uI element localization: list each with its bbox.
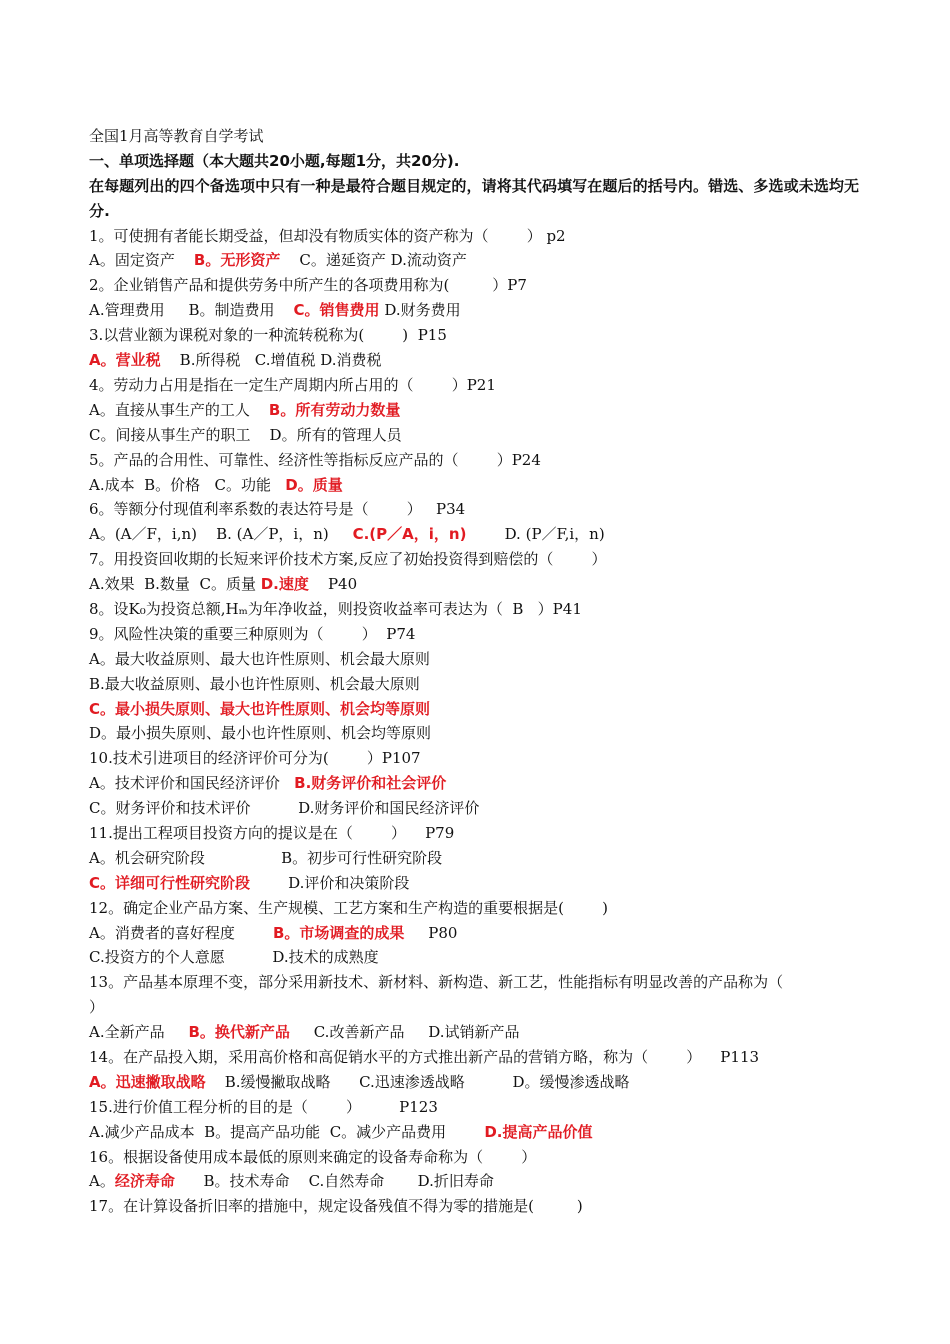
question-line bbox=[89, 1020, 864, 1045]
question-line bbox=[89, 771, 864, 796]
question-line bbox=[89, 622, 864, 647]
question-list bbox=[89, 224, 864, 1220]
line-text: 12。确定企业产品方案、生产规模、工艺方案和生产构造的重要根据是( ) bbox=[89, 898, 608, 917]
line-text: A。直接从事生产的工人 bbox=[89, 400, 269, 419]
line-text: A。 bbox=[89, 1172, 115, 1191]
line-text: 1。可使拥有者能长期受益，但却没有物质实体的资产称为（ ） p2 bbox=[89, 226, 566, 245]
correct-answer: B。换代新产品 bbox=[188, 1023, 290, 1042]
line-text: A。机会研究阶段 B。初步可行性研究阶段 bbox=[89, 848, 443, 867]
question-line bbox=[89, 597, 864, 622]
correct-answer: 经济寿命 bbox=[114, 1172, 175, 1191]
question-line bbox=[89, 298, 864, 323]
question-line bbox=[89, 1095, 864, 1120]
question-line bbox=[89, 871, 864, 896]
question-line bbox=[89, 473, 864, 498]
line-text: 9。风险性决策的重要三种原则为（ ） P74 bbox=[89, 624, 416, 643]
question-line bbox=[89, 1120, 864, 1145]
line-text: 16。根据设备使用成本最低的原则来确定的设备寿命称为（ ） bbox=[89, 1147, 537, 1166]
line-text: D.财务费用 bbox=[379, 301, 461, 320]
instructions: 在每题列出的四个备选项中只有一种是最符合题目规定的，请将其代码填写在题后的括号内。错选、多选或未选均无分. bbox=[89, 176, 860, 220]
line-text: 2。企业销售产品和提供劳务中所产生的各项费用称为( ）P7 bbox=[89, 276, 527, 295]
section-heading: 一、单项选择题（本大题共20小题,每题1分，共20分). bbox=[89, 151, 460, 170]
correct-answer: C。销售费用 bbox=[293, 301, 380, 320]
question-line bbox=[89, 970, 864, 995]
line-text: A。固定资产 bbox=[89, 251, 194, 270]
line-text: 17。在计算设备折旧率的措施中，规定设备残值不得为零的措施是( ) bbox=[89, 1197, 583, 1216]
question-line bbox=[89, 547, 864, 572]
exam-title: 全国1月高等教育自学考试 bbox=[89, 127, 264, 145]
question-line bbox=[89, 224, 864, 249]
question-line bbox=[89, 323, 864, 348]
correct-answer: A。营业税 bbox=[89, 351, 161, 370]
question-line bbox=[89, 273, 864, 298]
correct-answer: C。最小损失原则、最大也许性原则、机会均等原则 bbox=[89, 699, 431, 718]
question-line bbox=[89, 896, 864, 921]
question-line bbox=[89, 1169, 864, 1194]
exam-content bbox=[89, 124, 864, 1219]
question-line bbox=[89, 796, 864, 821]
line-text: B。技术寿命 C.自然寿命 D.折旧寿命 bbox=[174, 1172, 494, 1191]
question-line bbox=[89, 373, 864, 398]
question-line bbox=[89, 248, 864, 273]
line-text: C。递延资产 D.流动资产 bbox=[280, 251, 467, 270]
line-text: D。最小损失原则、最小也许性原则、机会均等原则 bbox=[89, 724, 432, 743]
line-text: A.成本 B。价格 C。功能 bbox=[89, 475, 286, 494]
question-line bbox=[89, 348, 864, 373]
line-text: B.所得税 C.增值税 D.消费税 bbox=[160, 351, 382, 370]
question-line bbox=[89, 672, 864, 697]
question-line bbox=[89, 398, 864, 423]
question-line bbox=[89, 448, 864, 473]
line-text: D.评价和决策阶段 bbox=[250, 873, 410, 892]
line-text: 5。产品的合用性、可靠性、经济性等指标反应产品的（ ）P24 bbox=[89, 450, 541, 469]
question-line bbox=[89, 423, 864, 448]
line-text: B.缓慢撇取战略 C.迅速渗透战略 D。缓慢渗透战略 bbox=[205, 1072, 630, 1091]
line-text: A。最大收益原则、最大也许性原则、机会最大原则 bbox=[89, 649, 430, 668]
correct-answer: B.财务评价和社会评价 bbox=[294, 774, 447, 793]
line-text: 3.以营业额为课税对象的一种流转税称为( ) P15 bbox=[89, 326, 447, 345]
question-line bbox=[89, 945, 864, 970]
question-line bbox=[89, 522, 864, 547]
line-text: C。财务评价和技术评价 D.财务评价和国民经济评价 bbox=[89, 799, 480, 818]
line-text: B.最大收益原则、最小也许性原则、机会最大原则 bbox=[89, 674, 420, 693]
line-text: C.投资方的个人意愿 D.技术的成熟度 bbox=[89, 948, 379, 967]
question-line bbox=[89, 1145, 864, 1170]
correct-answer: B。所有劳动力数量 bbox=[268, 400, 401, 419]
line-text: A.管理费用 B。制造费用 bbox=[89, 301, 294, 320]
line-text: 13。产品基本原理不变，部分采用新技术、新材料、新构造、新工艺，性能指标有明显改善的产品称为（ bbox=[89, 973, 784, 992]
correct-answer: A。迅速撇取战略 bbox=[89, 1072, 206, 1091]
line-text: ） bbox=[89, 998, 105, 1017]
correct-answer: D。质量 bbox=[285, 475, 343, 494]
correct-answer: B。市场调查的成果 bbox=[272, 923, 405, 942]
correct-answer: C.(P／A，i，n) bbox=[352, 525, 467, 544]
correct-answer: D.提高产品价值 bbox=[484, 1122, 593, 1141]
line-text: A。技术评价和国民经济评价 bbox=[89, 774, 295, 793]
question-line bbox=[89, 746, 864, 771]
question-line bbox=[89, 846, 864, 871]
line-text: A.效果 B.数量 C。质量 bbox=[89, 575, 261, 594]
line-text: C.改善新产品 D.试销新产品 bbox=[289, 1023, 520, 1042]
question-line bbox=[89, 1194, 864, 1219]
line-text: A。消费者的喜好程度 bbox=[89, 923, 273, 942]
line-text: 4。劳动力占用是指在一定生产周期内所占用的（ ）P21 bbox=[89, 375, 496, 394]
line-text: 10.技术引进项目的经济评价可分为( ）P107 bbox=[89, 749, 421, 768]
correct-answer: D.速度 bbox=[260, 575, 309, 594]
question-line bbox=[89, 647, 864, 672]
line-text: 15.进行价值工程分析的目的是（ ） P123 bbox=[89, 1097, 438, 1116]
question-line bbox=[89, 572, 864, 597]
line-text: P40 bbox=[308, 575, 358, 594]
question-line bbox=[89, 921, 864, 946]
line-text: C。间接从事生产的职工 D。所有的管理人员 bbox=[89, 425, 402, 444]
question-line bbox=[89, 497, 864, 522]
line-text: 8。设K₀为投资总额,Hₘ为年净收益，则投资收益率可表达为（ B ）P41 bbox=[89, 599, 582, 618]
question-line bbox=[89, 1045, 864, 1070]
line-text: A.减少产品成本 B。提高产品功能 C。减少产品费用 bbox=[89, 1122, 485, 1141]
line-text: A。(A／F，i,n) B. (A／P，i，n) bbox=[89, 525, 353, 544]
question-line bbox=[89, 721, 864, 746]
question-line bbox=[89, 995, 864, 1020]
question-line bbox=[89, 1070, 864, 1095]
line-text: 6。等额分付现值利率系数的表达符号是（ ） P34 bbox=[89, 500, 466, 519]
line-text: P80 bbox=[404, 923, 458, 942]
question-line bbox=[89, 697, 864, 722]
line-text: A.全新产品 bbox=[89, 1023, 189, 1042]
line-text: 14。在产品投入期，采用高价格和高促销水平的方式推出新产品的营销方略，称为（ ） P113 bbox=[89, 1047, 760, 1066]
line-text: 11.提出工程项目投资方向的提议是在（ ） P79 bbox=[89, 823, 455, 842]
correct-answer: C。详细可行性研究阶段 bbox=[89, 873, 251, 892]
line-text: D. (P／F,i，n) bbox=[466, 525, 605, 544]
correct-answer: B。无形资产 bbox=[193, 251, 281, 270]
line-text: 7。用投资回收期的长短来评价技术方案,反应了初始投资得到赔偿的（ ） bbox=[89, 550, 607, 569]
question-line bbox=[89, 821, 864, 846]
